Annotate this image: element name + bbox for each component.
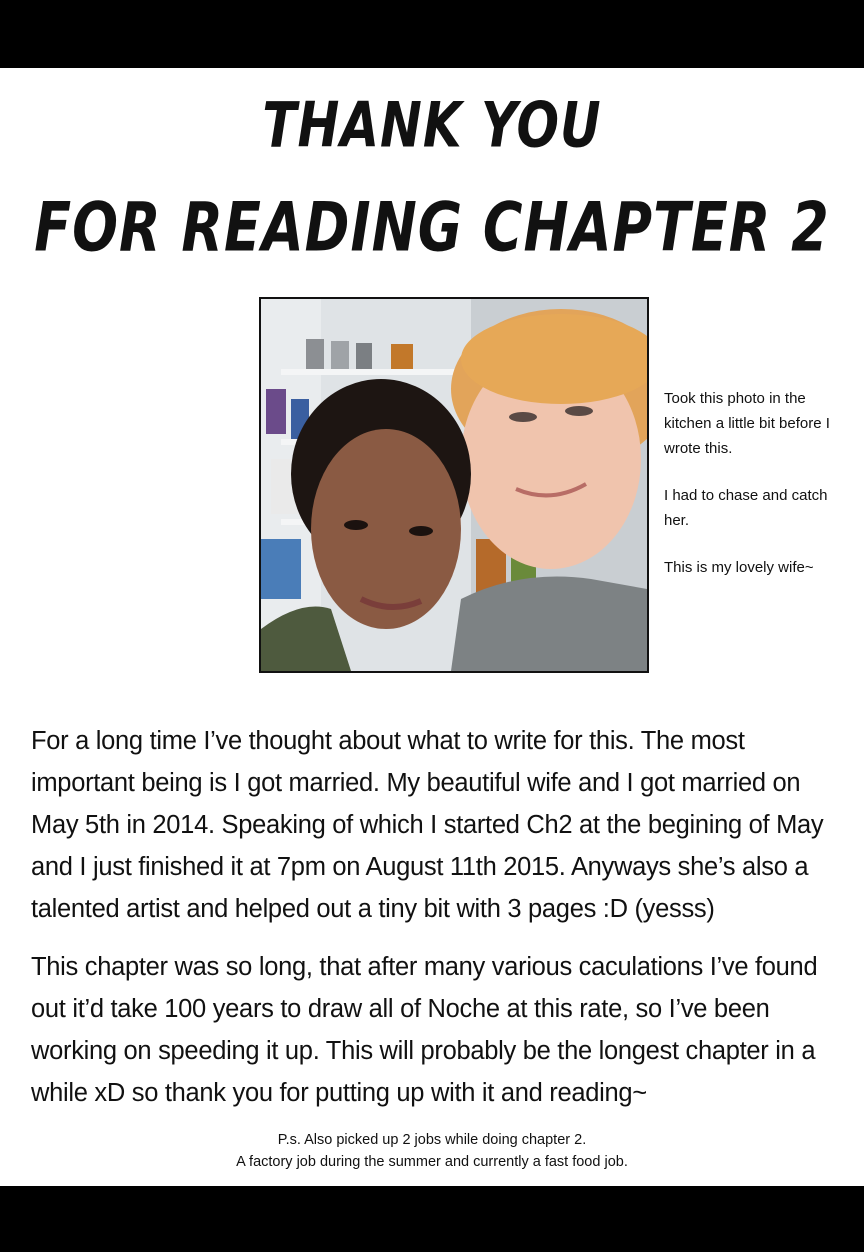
title-line-1: THANK YOU [262, 88, 602, 162]
body-paragraph-1: For a long time I’ve thought about what to write for this. The most important being is I got married. My beautiful wife and I got married on May 5th in 2014. Speaking of which I started Ch2 at the begining of May and I just finished it at 7pm on August 11th 2015. Anyways she’s also a talented artist and helped out a tiny bit with 3 pages :D (yesss) [31, 727, 824, 923]
body-paragraph-2: This chapter was so long, that after many various caculations I’ve found out it’d take 100 years to draw all of Noche at this rate, so I’ve been working on speeding it up. This will probably be the longest chapter in a while xD so thank you for putting up with it and reading~ [31, 953, 818, 1107]
postscript-line-1: P.s. Also picked up 2 jobs while doing chapter 2. [277, 1132, 587, 1148]
selfie-photo [259, 297, 649, 673]
postscript-line-2: A factory job during the summer and currently a fast food job. [236, 1154, 628, 1170]
postscript [0, 1129, 864, 1173]
photo-caption [664, 386, 854, 602]
caption-paragraph-1: Took this photo in the kitchen a little bit before I wrote this. [664, 390, 830, 457]
page [0, 68, 864, 1186]
title-line-2: FOR READING CHAPTER 2 [34, 188, 830, 267]
caption-paragraph-3: This is my lovely wife~ [664, 559, 814, 576]
body-text [31, 720, 849, 1130]
caption-paragraph-2: I had to chase and catch her. [664, 487, 828, 529]
